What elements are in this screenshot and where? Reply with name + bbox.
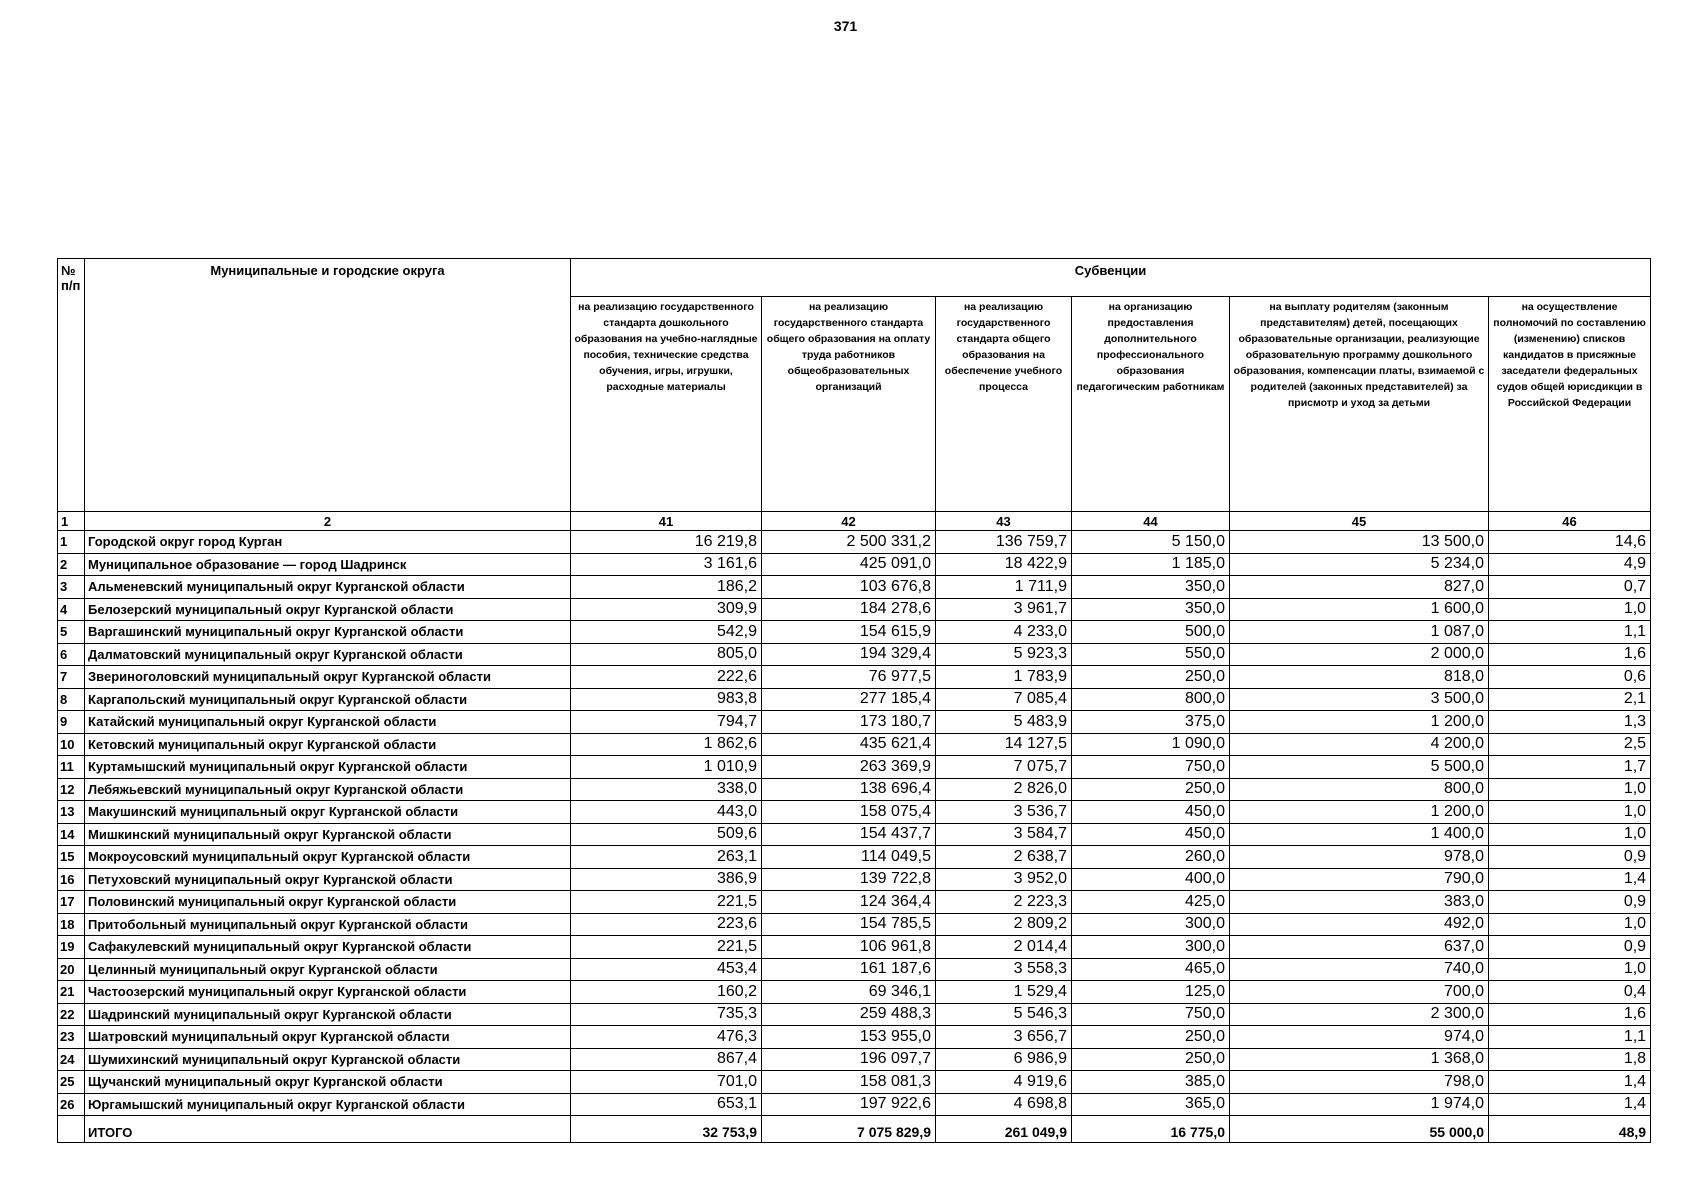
- table-row: [58, 576, 1651, 599]
- value-col-44: 550,0: [1072, 643, 1230, 666]
- table-row: [58, 1071, 1651, 1094]
- column-number: 46: [1489, 512, 1651, 531]
- value-col-43: 3 536,7: [936, 801, 1072, 824]
- total-value: 16 775,0: [1072, 1116, 1230, 1143]
- value-col-44: 1 185,0: [1072, 553, 1230, 576]
- value-col-46: 1,4: [1489, 868, 1651, 891]
- value-col-41: 453,4: [571, 958, 762, 981]
- row-index: 15: [58, 846, 85, 869]
- value-col-45: 1 600,0: [1230, 598, 1489, 621]
- value-col-43: 1 529,4: [936, 981, 1072, 1004]
- value-col-42: 184 278,6: [762, 598, 936, 621]
- value-col-46: 1,4: [1489, 1093, 1651, 1116]
- table-row: [58, 1003, 1651, 1026]
- value-col-46: 0,6: [1489, 666, 1651, 689]
- column-number: 43: [936, 512, 1072, 531]
- row-index: 23: [58, 1026, 85, 1049]
- value-col-42: 154 785,5: [762, 913, 936, 936]
- subheader-41: на реализацию государственного стандарта дошкольного образования на учебно-наглядные пособия, технические средства обучения, игры, игрушки, расходные материалы: [571, 297, 762, 512]
- value-col-44: 250,0: [1072, 666, 1230, 689]
- value-col-45: 700,0: [1230, 981, 1489, 1004]
- district-name: Щучанский муниципальный округ Курганской области: [85, 1071, 571, 1094]
- table-row: [58, 643, 1651, 666]
- table-row: [58, 891, 1651, 914]
- district-name: Катайский муниципальный округ Курганской области: [85, 711, 571, 734]
- table-row: [58, 711, 1651, 734]
- value-col-44: 450,0: [1072, 823, 1230, 846]
- row-index: 25: [58, 1071, 85, 1094]
- row-index: 22: [58, 1003, 85, 1026]
- value-col-45: 492,0: [1230, 913, 1489, 936]
- row-index: 7: [58, 666, 85, 689]
- value-col-44: 425,0: [1072, 891, 1230, 914]
- table-row: [58, 868, 1651, 891]
- value-col-46: 2,5: [1489, 733, 1651, 756]
- value-col-45: 818,0: [1230, 666, 1489, 689]
- value-col-42: 2 500 331,2: [762, 531, 936, 554]
- subheader-45: на выплату родителям (законным представителям) детей, посещающих образовательные организации, реализующие образовательную программу дошкольного образования, компенсации платы, взимаемой с родителей (законных представителей) за присмотр и уход за детьми: [1230, 297, 1489, 512]
- district-name: Шумихинский муниципальный округ Курганской области: [85, 1048, 571, 1071]
- value-col-45: 2 300,0: [1230, 1003, 1489, 1026]
- row-index: 9: [58, 711, 85, 734]
- value-col-45: 5 500,0: [1230, 756, 1489, 779]
- total-label: ИТОГО: [85, 1116, 571, 1143]
- table-header: [58, 259, 1651, 531]
- row-index: 14: [58, 823, 85, 846]
- table-body: [58, 531, 1651, 1116]
- value-col-45: 13 500,0: [1230, 531, 1489, 554]
- row-index: 19: [58, 936, 85, 959]
- value-col-42: 173 180,7: [762, 711, 936, 734]
- district-name: Белозерский муниципальный округ Курганской области: [85, 598, 571, 621]
- value-col-42: 158 081,3: [762, 1071, 936, 1094]
- table-row: [58, 756, 1651, 779]
- value-col-41: 386,9: [571, 868, 762, 891]
- row-index: 6: [58, 643, 85, 666]
- value-col-44: 300,0: [1072, 913, 1230, 936]
- value-col-41: 338,0: [571, 778, 762, 801]
- column-number: 2: [85, 512, 571, 531]
- value-col-43: 2 638,7: [936, 846, 1072, 869]
- value-col-46: 1,7: [1489, 756, 1651, 779]
- value-col-42: 435 621,4: [762, 733, 936, 756]
- value-col-44: 365,0: [1072, 1093, 1230, 1116]
- value-col-42: 158 075,4: [762, 801, 936, 824]
- table-row: [58, 553, 1651, 576]
- district-name: Альменевский муниципальный округ Курганской области: [85, 576, 571, 599]
- value-col-46: 1,0: [1489, 958, 1651, 981]
- value-col-44: 750,0: [1072, 1003, 1230, 1026]
- value-col-46: 1,1: [1489, 621, 1651, 644]
- column-number: 45: [1230, 512, 1489, 531]
- value-col-42: 161 187,6: [762, 958, 936, 981]
- value-col-46: 4,9: [1489, 553, 1651, 576]
- table-row: [58, 688, 1651, 711]
- value-col-45: 790,0: [1230, 868, 1489, 891]
- total-row: [58, 1116, 1651, 1143]
- value-col-41: 223,6: [571, 913, 762, 936]
- district-name: Шатровский муниципальный округ Курганской области: [85, 1026, 571, 1049]
- row-index: 3: [58, 576, 85, 599]
- value-col-43: 4 919,6: [936, 1071, 1072, 1094]
- value-col-46: 0,9: [1489, 936, 1651, 959]
- district-name: Частоозерский муниципальный округ Курганской области: [85, 981, 571, 1004]
- table-row: [58, 531, 1651, 554]
- value-col-43: 3 952,0: [936, 868, 1072, 891]
- value-col-46: 1,1: [1489, 1026, 1651, 1049]
- value-col-42: 197 922,6: [762, 1093, 936, 1116]
- value-col-46: 0,4: [1489, 981, 1651, 1004]
- value-col-43: 136 759,7: [936, 531, 1072, 554]
- row-index: 11: [58, 756, 85, 779]
- value-col-45: 1 087,0: [1230, 621, 1489, 644]
- value-col-41: 794,7: [571, 711, 762, 734]
- value-col-42: 277 185,4: [762, 688, 936, 711]
- value-col-41: 542,9: [571, 621, 762, 644]
- value-col-42: 154 437,7: [762, 823, 936, 846]
- value-col-41: 653,1: [571, 1093, 762, 1116]
- table-row: [58, 846, 1651, 869]
- value-col-45: 3 500,0: [1230, 688, 1489, 711]
- value-col-43: 18 422,9: [936, 553, 1072, 576]
- column-number: 42: [762, 512, 936, 531]
- value-col-44: 250,0: [1072, 1026, 1230, 1049]
- value-col-45: 1 200,0: [1230, 711, 1489, 734]
- table-row: [58, 1048, 1651, 1071]
- row-index: 21: [58, 981, 85, 1004]
- total-value: 261 049,9: [936, 1116, 1072, 1143]
- table-row: [58, 958, 1651, 981]
- district-name: Муниципальное образование — город Шадринск: [85, 553, 571, 576]
- total-value: 32 753,9: [571, 1116, 762, 1143]
- district-name: Притобольный муниципальный округ Курганской области: [85, 913, 571, 936]
- value-col-41: 221,5: [571, 891, 762, 914]
- total-value: 48,9: [1489, 1116, 1651, 1143]
- value-col-43: 14 127,5: [936, 733, 1072, 756]
- table-row: [58, 621, 1651, 644]
- value-col-46: 1,4: [1489, 1071, 1651, 1094]
- row-index: 2: [58, 553, 85, 576]
- value-col-44: 450,0: [1072, 801, 1230, 824]
- table-row: [58, 823, 1651, 846]
- value-col-43: 4 233,0: [936, 621, 1072, 644]
- value-col-42: 139 722,8: [762, 868, 936, 891]
- value-col-46: 1,3: [1489, 711, 1651, 734]
- value-col-42: 69 346,1: [762, 981, 936, 1004]
- row-index: 16: [58, 868, 85, 891]
- value-col-41: 221,5: [571, 936, 762, 959]
- district-name: Сафакулевский муниципальный округ Курганской области: [85, 936, 571, 959]
- district-name: Городской округ город Курган: [85, 531, 571, 554]
- table-row: [58, 778, 1651, 801]
- row-index: 26: [58, 1093, 85, 1116]
- value-col-46: 0,9: [1489, 891, 1651, 914]
- value-col-45: 2 000,0: [1230, 643, 1489, 666]
- value-col-45: 978,0: [1230, 846, 1489, 869]
- value-col-42: 76 977,5: [762, 666, 936, 689]
- value-col-44: 300,0: [1072, 936, 1230, 959]
- header-name: Муниципальные и городские округа: [85, 259, 571, 512]
- row-index: 20: [58, 958, 85, 981]
- district-name: Юргамышский муниципальный округ Курганской области: [85, 1093, 571, 1116]
- value-col-43: 3 584,7: [936, 823, 1072, 846]
- row-index: 13: [58, 801, 85, 824]
- value-col-45: 5 234,0: [1230, 553, 1489, 576]
- value-col-41: 309,9: [571, 598, 762, 621]
- value-col-42: 138 696,4: [762, 778, 936, 801]
- value-col-46: 0,7: [1489, 576, 1651, 599]
- table-row: [58, 801, 1651, 824]
- district-name: Лебяжьевский муниципальный округ Курганской области: [85, 778, 571, 801]
- value-col-43: 6 986,9: [936, 1048, 1072, 1071]
- value-col-41: 3 161,6: [571, 553, 762, 576]
- total-value: 7 075 829,9: [762, 1116, 936, 1143]
- value-col-41: 263,1: [571, 846, 762, 869]
- value-col-43: 2 223,3: [936, 891, 1072, 914]
- value-col-46: 1,0: [1489, 823, 1651, 846]
- value-col-44: 350,0: [1072, 576, 1230, 599]
- row-index: 18: [58, 913, 85, 936]
- value-col-42: 425 091,0: [762, 553, 936, 576]
- value-col-43: 2 014,4: [936, 936, 1072, 959]
- value-col-42: 263 369,9: [762, 756, 936, 779]
- value-col-43: 3 961,7: [936, 598, 1072, 621]
- value-col-45: 798,0: [1230, 1071, 1489, 1094]
- value-col-46: 1,0: [1489, 598, 1651, 621]
- value-col-41: 476,3: [571, 1026, 762, 1049]
- value-col-41: 222,6: [571, 666, 762, 689]
- value-col-44: 500,0: [1072, 621, 1230, 644]
- district-name: Кетовский муниципальный округ Курганской области: [85, 733, 571, 756]
- table-row: [58, 1093, 1651, 1116]
- value-col-43: 3 558,3: [936, 958, 1072, 981]
- table-row: [58, 598, 1651, 621]
- value-col-44: 385,0: [1072, 1071, 1230, 1094]
- table-footer: [58, 1116, 1651, 1143]
- table-row: [58, 1026, 1651, 1049]
- value-col-44: 350,0: [1072, 598, 1230, 621]
- value-col-45: 4 200,0: [1230, 733, 1489, 756]
- value-col-41: 160,2: [571, 981, 762, 1004]
- value-col-44: 125,0: [1072, 981, 1230, 1004]
- row-index: 4: [58, 598, 85, 621]
- value-col-41: 735,3: [571, 1003, 762, 1026]
- value-col-42: 124 364,4: [762, 891, 936, 914]
- value-col-41: 983,8: [571, 688, 762, 711]
- value-col-44: 400,0: [1072, 868, 1230, 891]
- value-col-45: 637,0: [1230, 936, 1489, 959]
- row-index: 1: [58, 531, 85, 554]
- district-name: Шадринский муниципальный округ Курганской области: [85, 1003, 571, 1026]
- value-col-41: 509,6: [571, 823, 762, 846]
- value-col-46: 1,8: [1489, 1048, 1651, 1071]
- value-col-45: 1 974,0: [1230, 1093, 1489, 1116]
- total-value: 55 000,0: [1230, 1116, 1489, 1143]
- value-col-44: 250,0: [1072, 1048, 1230, 1071]
- value-col-43: 3 656,7: [936, 1026, 1072, 1049]
- value-col-42: 154 615,9: [762, 621, 936, 644]
- value-col-43: 4 698,8: [936, 1093, 1072, 1116]
- value-col-41: 16 219,8: [571, 531, 762, 554]
- value-col-43: 7 075,7: [936, 756, 1072, 779]
- table-row: [58, 981, 1651, 1004]
- value-col-45: 1 368,0: [1230, 1048, 1489, 1071]
- value-col-45: 974,0: [1230, 1026, 1489, 1049]
- value-col-46: 14,6: [1489, 531, 1651, 554]
- value-col-46: 2,1: [1489, 688, 1651, 711]
- value-col-41: 701,0: [571, 1071, 762, 1094]
- value-col-43: 2 826,0: [936, 778, 1072, 801]
- value-col-43: 7 085,4: [936, 688, 1072, 711]
- column-number: 41: [571, 512, 762, 531]
- value-col-41: 1 862,6: [571, 733, 762, 756]
- district-name: Далматовский муниципальный округ Курганской области: [85, 643, 571, 666]
- row-index: 24: [58, 1048, 85, 1071]
- district-name: Куртамышский муниципальный округ Курганской области: [85, 756, 571, 779]
- value-col-41: 1 010,9: [571, 756, 762, 779]
- value-col-46: 1,6: [1489, 643, 1651, 666]
- district-name: Петуховский муниципальный округ Курганской области: [85, 868, 571, 891]
- value-col-41: 443,0: [571, 801, 762, 824]
- value-col-46: 1,0: [1489, 913, 1651, 936]
- value-col-44: 465,0: [1072, 958, 1230, 981]
- value-col-46: 1,6: [1489, 1003, 1651, 1026]
- value-col-42: 103 676,8: [762, 576, 936, 599]
- value-col-42: 196 097,7: [762, 1048, 936, 1071]
- district-name: Макушинский муниципальный округ Курганской области: [85, 801, 571, 824]
- value-col-44: 5 150,0: [1072, 531, 1230, 554]
- row-index: 5: [58, 621, 85, 644]
- value-col-41: 805,0: [571, 643, 762, 666]
- subheader-44: на организацию предоставления дополнительного профессионального образования педагогическим работникам: [1072, 297, 1230, 512]
- value-col-43: 5 546,3: [936, 1003, 1072, 1026]
- total-index-cell: [58, 1116, 85, 1143]
- value-col-44: 1 090,0: [1072, 733, 1230, 756]
- value-col-43: 5 923,3: [936, 643, 1072, 666]
- value-col-44: 750,0: [1072, 756, 1230, 779]
- column-numbers-row: [58, 512, 1651, 531]
- value-col-45: 740,0: [1230, 958, 1489, 981]
- value-col-41: 186,2: [571, 576, 762, 599]
- table-row: [58, 666, 1651, 689]
- subheader-46: на осуществление полномочий по составлению (изменению) списков кандидатов в присяжные заседатели федеральных судов общей юрисдикции в Российской Федерации: [1489, 297, 1651, 512]
- value-col-46: 1,0: [1489, 778, 1651, 801]
- value-col-41: 867,4: [571, 1048, 762, 1071]
- district-name: Мишкинский муниципальный округ Курганской области: [85, 823, 571, 846]
- value-col-45: 827,0: [1230, 576, 1489, 599]
- district-name: Каргапольский муниципальный округ Курганской области: [85, 688, 571, 711]
- table-row: [58, 936, 1651, 959]
- subventions-table: [57, 258, 1651, 1143]
- subheader-42: на реализацию государственного стандарта общего образования на оплату труда работников общеобразовательных организаций: [762, 297, 936, 512]
- district-name: Варгашинский муниципальный округ Курганской области: [85, 621, 571, 644]
- column-number: 1: [58, 512, 85, 531]
- value-col-43: 2 809,2: [936, 913, 1072, 936]
- district-name: Целинный муниципальный округ Курганской области: [85, 958, 571, 981]
- value-col-42: 114 049,5: [762, 846, 936, 869]
- district-name: Половинский муниципальный округ Курганской области: [85, 891, 571, 914]
- value-col-42: 153 955,0: [762, 1026, 936, 1049]
- value-col-44: 800,0: [1072, 688, 1230, 711]
- column-number: 44: [1072, 512, 1230, 531]
- row-index: 8: [58, 688, 85, 711]
- district-name: Мокроусовский муниципальный округ Курганской области: [85, 846, 571, 869]
- district-name: Звериноголовский муниципальный округ Курганской области: [85, 666, 571, 689]
- value-col-45: 1 400,0: [1230, 823, 1489, 846]
- table-row: [58, 733, 1651, 756]
- value-col-43: 1 783,9: [936, 666, 1072, 689]
- value-col-44: 250,0: [1072, 778, 1230, 801]
- row-index: 17: [58, 891, 85, 914]
- value-col-45: 1 200,0: [1230, 801, 1489, 824]
- value-col-44: 260,0: [1072, 846, 1230, 869]
- page-number: 371: [833, 18, 858, 34]
- value-col-45: 383,0: [1230, 891, 1489, 914]
- value-col-44: 375,0: [1072, 711, 1230, 734]
- header-num: № п/п: [58, 259, 85, 512]
- value-col-42: 259 488,3: [762, 1003, 936, 1026]
- value-col-43: 5 483,9: [936, 711, 1072, 734]
- subheader-43: на реализацию государственного стандарта общего образования на обеспечение учебного процесса: [936, 297, 1072, 512]
- value-col-42: 194 329,4: [762, 643, 936, 666]
- row-index: 12: [58, 778, 85, 801]
- table-row: [58, 913, 1651, 936]
- value-col-46: 1,0: [1489, 801, 1651, 824]
- value-col-46: 0,9: [1489, 846, 1651, 869]
- header-group: Субвенции: [571, 259, 1651, 297]
- row-index: 10: [58, 733, 85, 756]
- value-col-45: 800,0: [1230, 778, 1489, 801]
- value-col-43: 1 711,9: [936, 576, 1072, 599]
- value-col-42: 106 961,8: [762, 936, 936, 959]
